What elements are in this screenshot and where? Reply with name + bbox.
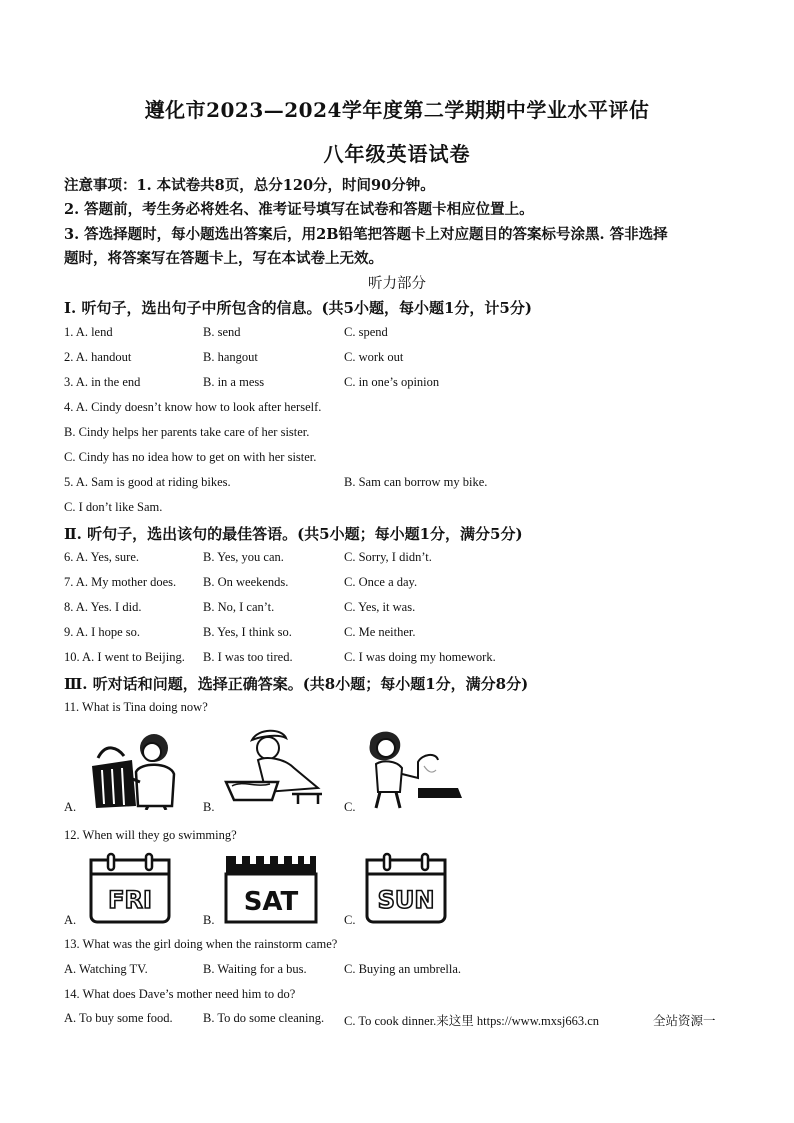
q6-option-b: B. Yes, you can. <box>203 550 284 564</box>
q3-option-c: C. in one’s opinion <box>344 375 440 389</box>
q10-option-c: C. I was doing my homework. <box>344 650 496 664</box>
q4-option-a: 4. A. Cindy doesn’t know how to look after herself. <box>64 400 322 414</box>
q13-option-a: A. Watching TV. <box>64 962 148 976</box>
q1-option-c: C. spend <box>344 325 388 339</box>
section-3-heading: Ⅲ. 听对话和问题，选择正确答案。(共8小题；每小题1分，满分8分) <box>64 675 529 693</box>
q7-option-c: C. Once a day. <box>344 575 418 589</box>
q14-stem: 14. What does Dave’s mother need him to do? <box>64 987 296 1001</box>
note-2: 2. 答题前，考生务必将姓名、准考证号填写在试卷和答题卡相应位置上。 <box>64 201 534 218</box>
q12-label-b: B. <box>203 913 215 927</box>
q6-option-c: C. Sorry, I didn’t. <box>344 550 432 564</box>
note-1: 1. 本试卷共8页，总分120分，时间90分钟。 <box>136 177 435 194</box>
notes-line-1 <box>64 174 435 195</box>
q12-label-a: A. <box>64 913 77 927</box>
q2-option-b: B. hangout <box>203 350 258 364</box>
q14-option-b: B. To do some cleaning. <box>203 1011 325 1025</box>
q9-option-a: 9. A. I hope so. <box>64 625 141 639</box>
q11-picture-c <box>362 728 466 810</box>
footer-watermark-text: 全站资源一 <box>653 1014 716 1028</box>
exam-title: 遵化市2023—2024学年度第二学期期中学业水平评估 <box>144 98 650 122</box>
q2-option-c: C. work out <box>344 350 404 364</box>
section-2-heading: Ⅱ. 听句子，选出该句的最佳答语。(共5小题；每小题1分，满分5分) <box>64 525 523 543</box>
q12-calendar-fri <box>88 852 172 924</box>
q3-option-b: B. in a mess <box>203 375 265 389</box>
q8-option-c: C. Yes, it was. <box>344 600 416 614</box>
q12-calendar-fri-text: FRI <box>108 886 152 914</box>
q11-picture-a <box>88 728 184 810</box>
q10-option-a: 10. A. I went to Beijing. <box>64 650 185 664</box>
note-3b: 题时，将答案写在答题卡上，写在本试卷上无效。 <box>64 250 383 267</box>
notes-label: 注意事项： <box>64 177 137 194</box>
section-1-heading: Ⅰ. 听句子，选出句子中所包含的信息。(共5小题，每小题1分，计5分) <box>64 299 532 317</box>
q12-calendar-sat <box>224 852 318 924</box>
q8-option-a: 8. A. Yes. I did. <box>64 600 142 614</box>
q1-option-a: 1. A. lend <box>64 325 113 339</box>
q2-option-a: 2. A. handout <box>64 350 132 364</box>
q13-option-c: C. Buying an umbrella. <box>344 962 461 976</box>
q12-calendar-sun <box>364 852 448 924</box>
q4-option-c: C. Cindy has no idea how to get on with her sister. <box>64 450 317 464</box>
q5-option-c: C. I don’t like Sam. <box>64 500 163 514</box>
q12-calendar-sat-text: SAT <box>243 887 299 917</box>
q12-label-c: C. <box>344 913 356 927</box>
q7-option-b: B. On weekends. <box>203 575 289 589</box>
q13-stem: 13. What was the girl doing when the rainstorm came? <box>64 937 338 951</box>
q14-option-a: A. To buy some food. <box>64 1011 173 1025</box>
q11-picture-b <box>222 728 328 808</box>
q6-option-a: 6. A. Yes, sure. <box>64 550 140 564</box>
note-3a: 3. 答选择题时，每小题选出答案后，用2B铅笔把答题卡上对应题目的答案标号涂黑. 答非选择 <box>64 226 668 243</box>
q7-option-a: 7. A. My mother does. <box>64 575 177 589</box>
q1-option-b: B. send <box>203 325 241 339</box>
q9-option-b: B. Yes, I think so. <box>203 625 292 639</box>
q4-option-b: B. Cindy helps her parents take care of her sister. <box>64 425 310 439</box>
listening-header: 听力部分 <box>368 276 426 292</box>
q13-option-b: B. Waiting for a bus. <box>203 962 307 976</box>
q12-stem: 12. When will they go swimming? <box>64 828 237 842</box>
q3-option-a: 3. A. in the end <box>64 375 141 389</box>
q5-option-a: 5. A. Sam is good at riding bikes. <box>64 475 231 489</box>
q14-option-c: C. To cook dinner.来这里 https://www.mxsj663.cn <box>344 1014 600 1028</box>
q11-label-c: C. <box>344 800 356 814</box>
q11-label-a: A. <box>64 800 77 814</box>
q10-option-b: B. I was too tired. <box>203 650 293 664</box>
q11-stem: 11. What is Tina doing now? <box>64 700 208 714</box>
q9-option-c: C. Me neither. <box>344 625 416 639</box>
exam-subtitle: 八年级英语试卷 <box>323 142 471 166</box>
q11-label-b: B. <box>203 800 215 814</box>
q12-calendar-sun-text: SUN <box>377 886 435 914</box>
q8-option-b: B. No, I can’t. <box>203 600 275 614</box>
q5-option-b: B. Sam can borrow my bike. <box>344 475 488 489</box>
